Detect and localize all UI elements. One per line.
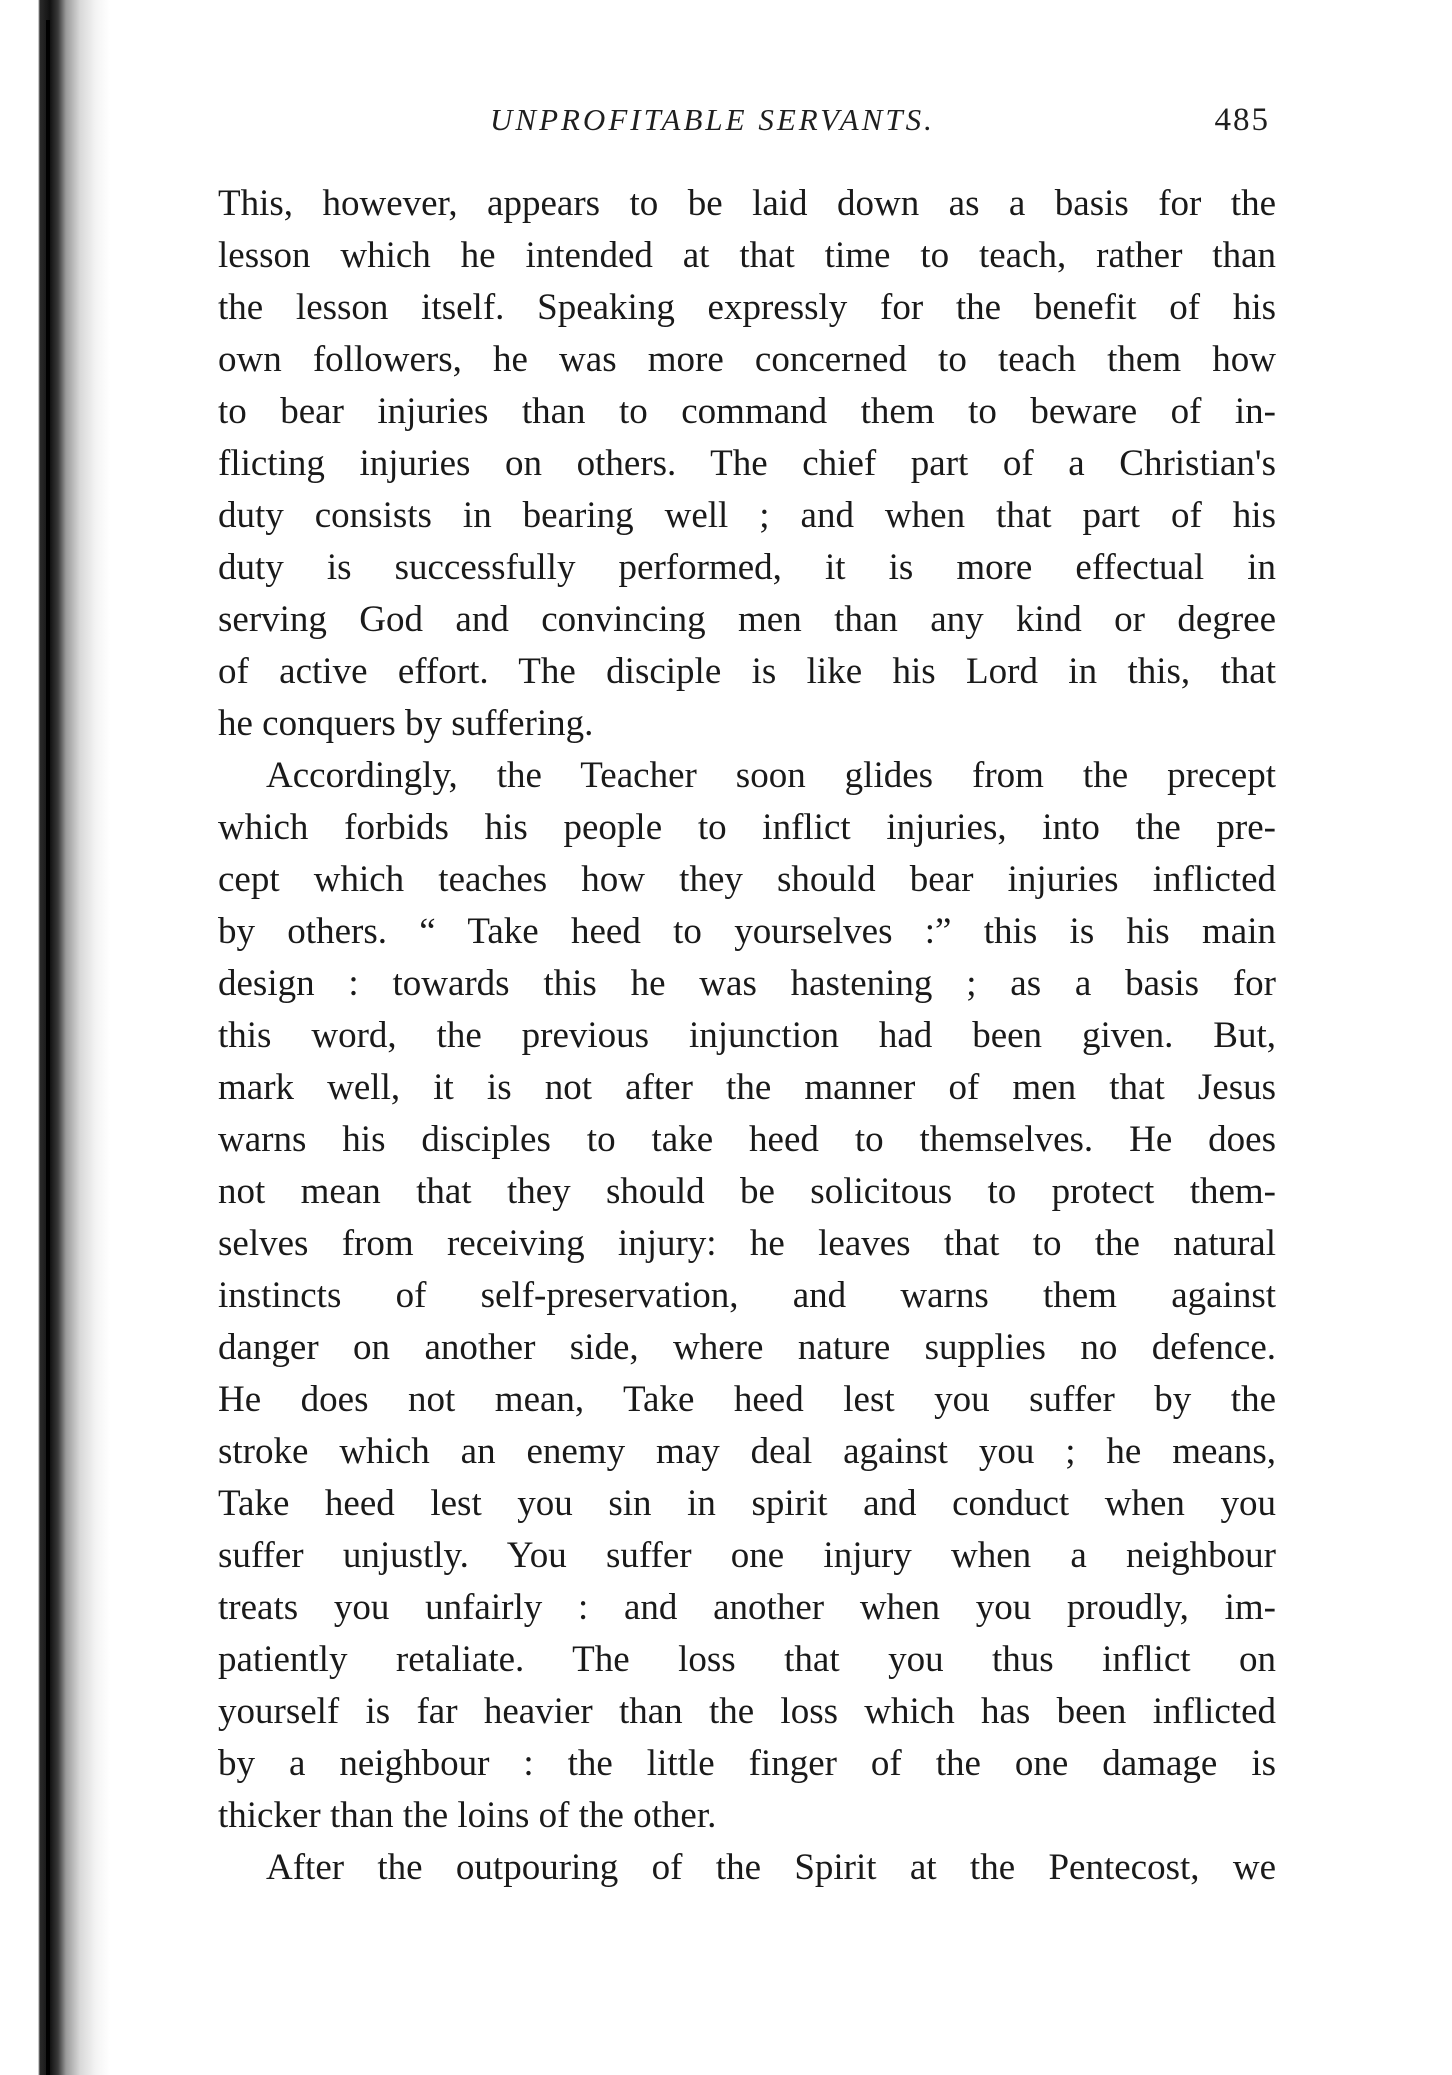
text-line: thicker than the loins of the other.: [218, 1795, 717, 1836]
binding-gutter-shadow: [0, 0, 110, 2075]
text-line: of active effort. The disciple is like his Lord in this, that: [218, 651, 1276, 692]
text-line: own followers, he was more concerned to teach them how: [218, 339, 1276, 380]
text-line: this word, the previous injunction had been given. But,: [218, 1015, 1276, 1056]
running-head: [220, 102, 1270, 146]
text-line: suffer unjustly. You suffer one injury when a neighbour: [218, 1535, 1276, 1576]
text-line: cept which teaches how they should bear injuries inflicted: [218, 859, 1276, 900]
binding-edge-line: [46, 20, 50, 2075]
text-line: which forbids his people to inflict injuries, into the pre-: [218, 807, 1276, 848]
text-line: stroke which an enemy may deal against you ; he means,: [218, 1431, 1276, 1472]
text-line: He does not mean, Take heed lest you suffer by the: [218, 1379, 1276, 1420]
text-line: warns his disciples to take heed to themselves. He does: [218, 1119, 1276, 1160]
text-line: danger on another side, where nature supplies no defence.: [218, 1327, 1276, 1368]
text-line: Accordingly, the Teacher soon glides from the precept: [266, 755, 1276, 796]
text-line: he conquers by suffering.: [218, 703, 594, 744]
page-number: 485: [1214, 102, 1270, 138]
paragraph: [218, 178, 1276, 750]
text-line: mark well, it is not after the manner of men that Jesus: [218, 1067, 1276, 1108]
text-line: lesson which he intended at that time to teach, rather than: [218, 235, 1276, 276]
text-line: patiently retaliate. The loss that you thus inflict on: [218, 1639, 1276, 1680]
text-line: not mean that they should be solicitous to protect them-: [218, 1171, 1276, 1212]
text-line: duty is successfully performed, it is more effectual in: [218, 547, 1276, 588]
text-line: serving God and convincing men than any kind or degree: [218, 599, 1276, 640]
body-text: [218, 178, 1276, 1894]
text-line: After the outpouring of the Spirit at the Pentecost, we: [266, 1847, 1276, 1888]
text-line: by a neighbour : the little finger of the one damage is: [218, 1743, 1276, 1784]
text-line: selves from receiving injury: he leaves that to the natural: [218, 1223, 1276, 1264]
paragraph: [218, 1842, 1276, 1894]
text-line: design : towards this he was hastening ; as a basis for: [218, 963, 1276, 1004]
text-line: instincts of self-preservation, and warns them against: [218, 1275, 1276, 1316]
paragraph: [218, 750, 1276, 1842]
text-line: to bear injuries than to command them to beware of in-: [218, 391, 1276, 432]
text-line: duty consists in bearing well ; and when that part of his: [218, 495, 1276, 536]
text-line: Take heed lest you sin in spirit and conduct when you: [218, 1483, 1276, 1524]
text-line: yourself is far heavier than the loss which has been inflicted: [218, 1691, 1276, 1732]
text-line: by others. “ Take heed to yourselves :” this is his main: [218, 911, 1276, 952]
text-line: flicting injuries on others. The chief part of a Christian's: [218, 443, 1276, 484]
running-title: UNPROFITABLE SERVANTS.: [490, 102, 935, 137]
text-line: treats you unfairly : and another when you proudly, im-: [218, 1587, 1276, 1628]
text-line: This, however, appears to be laid down as a basis for the: [218, 183, 1276, 224]
text-line: the lesson itself. Speaking expressly for the benefit of his: [218, 287, 1276, 328]
